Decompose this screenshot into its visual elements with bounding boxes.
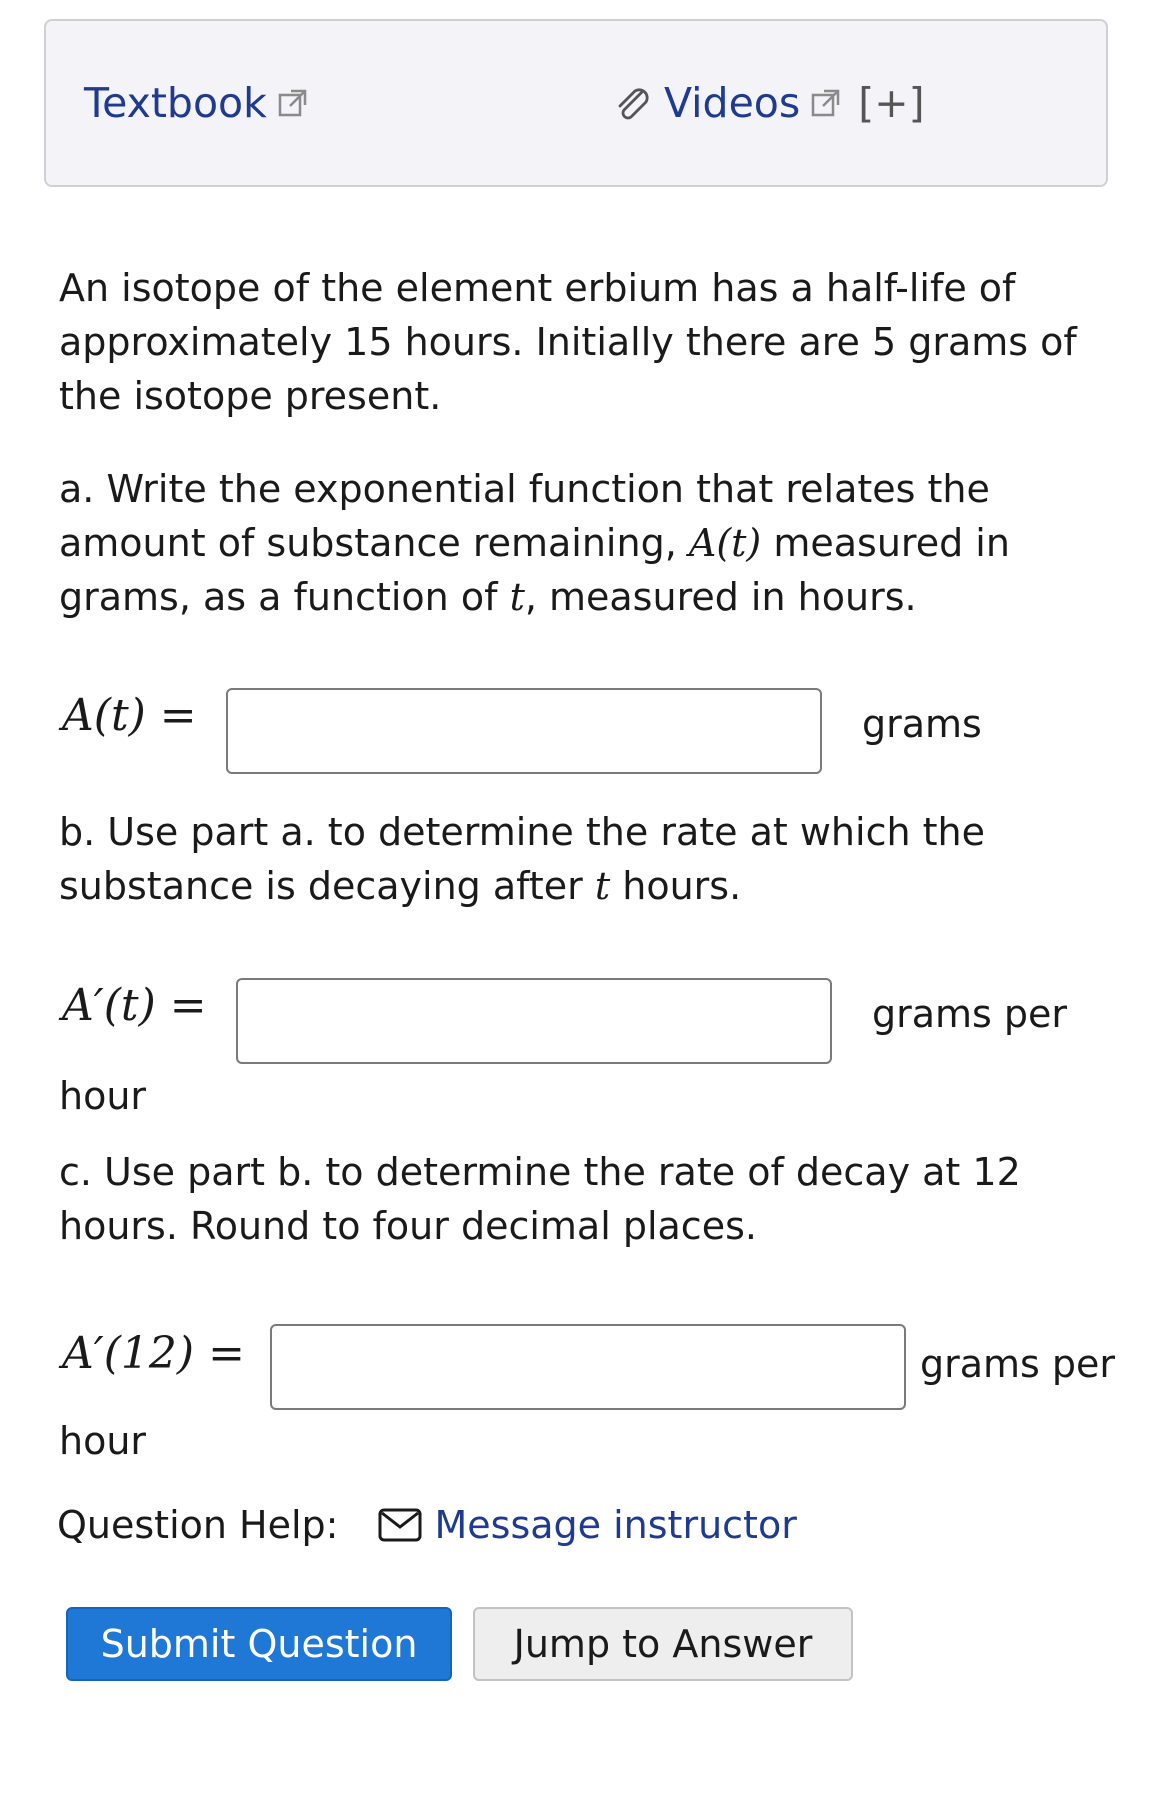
videos-link[interactable] bbox=[612, 79, 925, 127]
part-c-prompt: c. Use part b. to determine the rate of decay at 12 hours. Round to four decimal places. bbox=[59, 1150, 1021, 1248]
equals-sign: = bbox=[208, 1328, 245, 1379]
equals-sign: = bbox=[169, 980, 207, 1031]
part-a-prompt bbox=[59, 462, 1109, 624]
part-b-unit: grams per bbox=[872, 992, 1068, 1036]
part-b-variable: t bbox=[594, 864, 611, 908]
part-c-eq-label: A′(12) bbox=[62, 1328, 195, 1379]
problem-intro: An isotope of the element erbium has a half-life of approximately 15 hours. Initially there are 5 grams of the isotope present. bbox=[59, 266, 1077, 418]
part-c-answer-input[interactable] bbox=[270, 1324, 906, 1410]
videos-label[interactable]: Videos bbox=[664, 79, 801, 127]
part-a-text1: a. Write the exponential function that relates the amount of substance remaining, bbox=[59, 467, 990, 565]
part-c-unit: grams per bbox=[920, 1342, 1116, 1386]
envelope-icon[interactable] bbox=[378, 1508, 422, 1542]
part-b-equation bbox=[62, 980, 207, 1031]
external-link-icon bbox=[277, 87, 309, 119]
question-help bbox=[57, 1503, 797, 1547]
part-a-unit: grams bbox=[862, 702, 982, 746]
part-c-unit-hour: hour bbox=[59, 1419, 147, 1463]
external-link-icon bbox=[810, 87, 842, 119]
part-a-eq-label: A(t) bbox=[62, 690, 146, 741]
part-b-text2: hours. bbox=[622, 864, 742, 908]
part-b-text1: b. Use part a. to determine the rate at which the substance is decaying after bbox=[59, 810, 985, 908]
expand-toggle[interactable]: [+] bbox=[858, 79, 925, 127]
textbook-label[interactable]: Textbook bbox=[84, 79, 267, 127]
part-c-equation bbox=[62, 1328, 245, 1379]
resources-panel bbox=[44, 19, 1108, 187]
jump-to-answer-button[interactable]: Jump to Answer bbox=[473, 1607, 853, 1681]
part-a-text3: , measured in hours. bbox=[524, 575, 917, 619]
part-b-unit-hour: hour bbox=[59, 1074, 147, 1118]
message-instructor-link[interactable]: Message instructor bbox=[434, 1503, 797, 1547]
part-a-answer-input[interactable] bbox=[226, 688, 822, 774]
part-a-variable: t bbox=[509, 575, 525, 619]
question-help-label: Question Help: bbox=[57, 1503, 339, 1547]
textbook-link[interactable] bbox=[84, 79, 309, 127]
part-a-text2: measured in grams, as a function of bbox=[59, 521, 1010, 619]
equals-sign: = bbox=[159, 690, 197, 741]
part-a-equation bbox=[62, 690, 197, 741]
submit-question-button[interactable]: Submit Question bbox=[66, 1607, 452, 1681]
part-a-function: A(t) bbox=[688, 521, 762, 565]
part-b-prompt bbox=[59, 805, 1109, 913]
part-b-answer-input[interactable] bbox=[236, 978, 832, 1064]
part-b-eq-label: A′(t) bbox=[62, 980, 156, 1031]
paperclip-icon bbox=[612, 82, 654, 124]
